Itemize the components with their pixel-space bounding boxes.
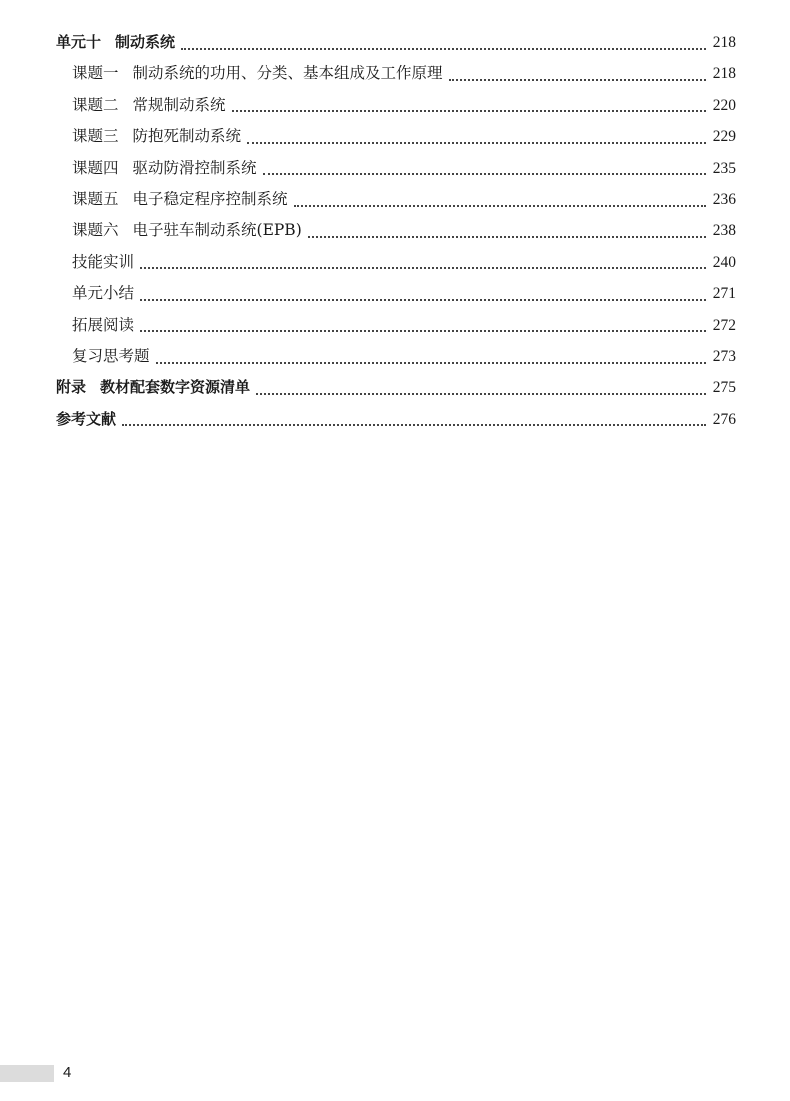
toc-entry-number: 课题五 bbox=[72, 189, 119, 208]
toc-entry-name: 电子稳定程序控制系统 bbox=[132, 189, 288, 208]
toc-entry-title: 拓展阅读 bbox=[72, 315, 135, 334]
toc-entry-topic-6[interactable] bbox=[56, 218, 736, 249]
toc-page-number: 276 bbox=[712, 410, 736, 428]
toc-entry-review-questions[interactable] bbox=[56, 344, 736, 375]
toc-entry-title bbox=[72, 187, 288, 211]
toc-entry-name: 常规制动系统 bbox=[132, 95, 226, 114]
toc-entry-title: 参考文献 bbox=[56, 409, 117, 428]
toc-entry-topic-1[interactable] bbox=[56, 61, 736, 92]
toc-page-number: 240 bbox=[712, 253, 736, 271]
toc-entry-number: 课题二 bbox=[72, 95, 119, 114]
toc-entry-number: 附录 bbox=[56, 378, 87, 397]
dot-leader bbox=[140, 299, 706, 301]
dot-leader bbox=[140, 267, 706, 269]
dot-leader bbox=[247, 142, 706, 144]
toc-entry-number: 课题一 bbox=[72, 64, 119, 83]
dot-leader bbox=[156, 362, 706, 364]
toc-entry-appendix[interactable] bbox=[56, 375, 736, 406]
dot-leader bbox=[449, 79, 706, 81]
toc-entry-extended-reading[interactable] bbox=[56, 313, 736, 344]
toc-page-number: 218 bbox=[712, 65, 736, 83]
toc-page-number: 273 bbox=[712, 347, 736, 365]
toc-page-number: 229 bbox=[712, 128, 736, 146]
toc-entry-unit-10[interactable] bbox=[56, 30, 736, 61]
toc-entry-skills-training[interactable] bbox=[56, 250, 736, 281]
toc-entry-title bbox=[72, 93, 226, 117]
toc-entry-name: 制动系统的功用、分类、基本组成及工作原理 bbox=[132, 64, 443, 83]
toc-entry-title: 单元小结 bbox=[72, 284, 135, 303]
footer-bar bbox=[0, 1065, 54, 1082]
toc-entry-number: 课题三 bbox=[72, 127, 119, 146]
toc-entry-unit-summary[interactable] bbox=[56, 281, 736, 312]
toc-entry-name: 防抱死制动系统 bbox=[132, 127, 242, 146]
dot-leader bbox=[232, 110, 706, 112]
toc-entry-title bbox=[72, 156, 257, 180]
toc-entry-topic-4[interactable] bbox=[56, 156, 736, 187]
toc-page-number: 236 bbox=[712, 190, 736, 208]
dot-leader bbox=[294, 205, 706, 207]
toc-entry-name: 制动系统 bbox=[115, 33, 176, 51]
toc-entry-name: 电子驻车制动系统(EPB) bbox=[132, 221, 302, 240]
toc-entry-name: 驱动防滑控制系统 bbox=[132, 158, 257, 177]
toc-entry-topic-3[interactable] bbox=[56, 124, 736, 155]
toc-page-number: 275 bbox=[712, 379, 736, 397]
toc-entry-number: 单元十 bbox=[56, 33, 102, 51]
footer-page-number: 4 bbox=[63, 1064, 72, 1081]
toc-page-number: 220 bbox=[712, 96, 736, 114]
toc-entry-number: 课题四 bbox=[72, 158, 119, 177]
toc-entry-number: 课题六 bbox=[72, 221, 119, 240]
toc-entry-title bbox=[56, 30, 175, 54]
toc-entry-topic-2[interactable] bbox=[56, 93, 736, 124]
toc-page-number: 238 bbox=[712, 222, 736, 240]
toc-entry-title bbox=[72, 218, 302, 242]
toc-page-number: 218 bbox=[712, 34, 736, 51]
dot-leader bbox=[263, 173, 706, 175]
table-of-contents bbox=[56, 30, 736, 438]
toc-entry-topic-5[interactable] bbox=[56, 187, 736, 218]
toc-page-number: 272 bbox=[712, 316, 736, 334]
toc-page-number: 271 bbox=[712, 285, 736, 303]
toc-entry-title bbox=[72, 61, 443, 85]
toc-entry-references[interactable] bbox=[56, 407, 736, 438]
dot-leader bbox=[308, 236, 706, 238]
toc-entry-title: 复习思考题 bbox=[72, 346, 150, 365]
toc-entry-title bbox=[56, 375, 250, 399]
dot-leader bbox=[181, 48, 706, 50]
toc-page-number: 235 bbox=[712, 159, 736, 177]
dot-leader bbox=[122, 424, 706, 426]
dot-leader bbox=[140, 330, 706, 332]
toc-entry-title bbox=[72, 124, 241, 148]
toc-entry-name: 教材配套数字资源清单 bbox=[100, 378, 251, 397]
dot-leader bbox=[256, 393, 706, 395]
toc-entry-title: 技能实训 bbox=[72, 252, 135, 271]
